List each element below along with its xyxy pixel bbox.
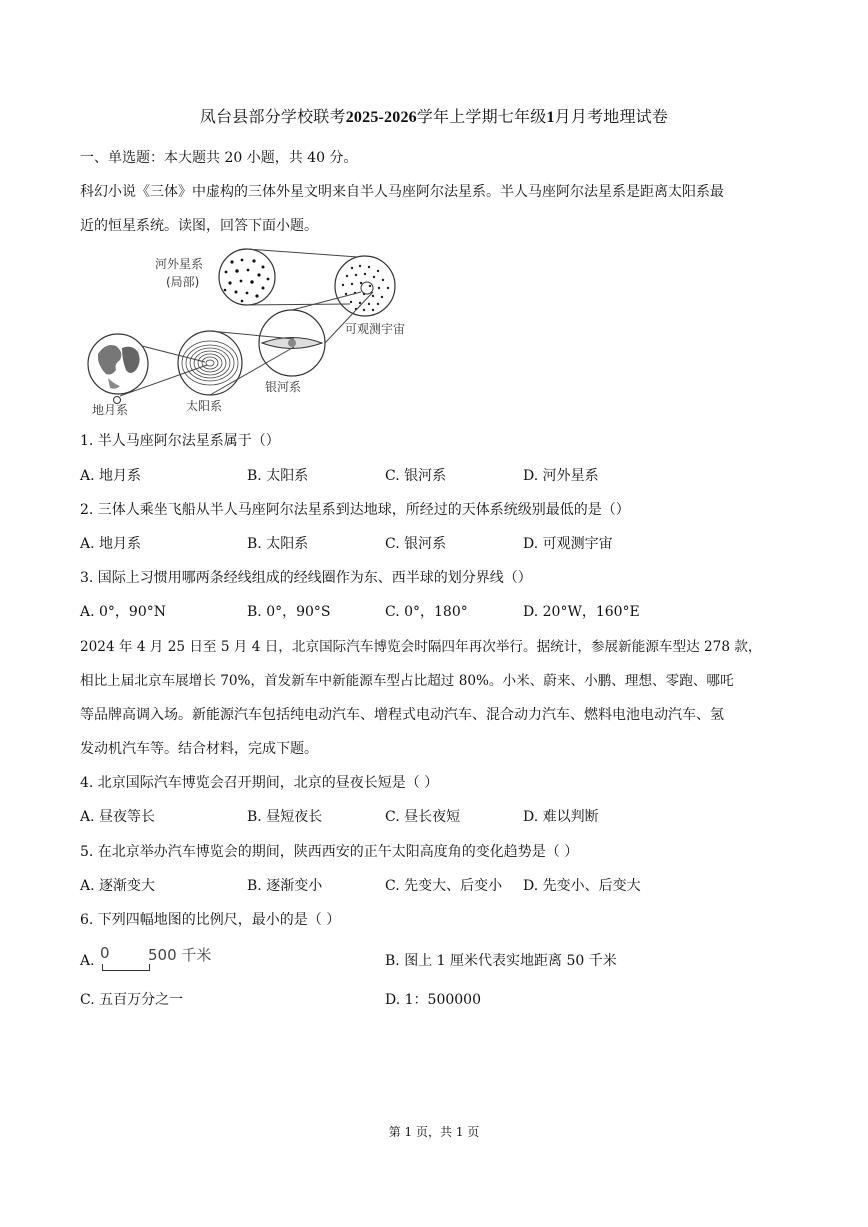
scale-bar-line bbox=[102, 964, 150, 971]
intro2-line1: 2024 年 4 月 25 日至 5 月 4 日，北京国际汽车博览会时隔四年再次举行。据统计，参展新能源车型达 278 款， bbox=[80, 639, 762, 655]
intro1-line2: 近的恒星系统。读图，回答下面小题。 bbox=[80, 218, 318, 234]
observable-universe-circle bbox=[335, 256, 395, 316]
exam-title bbox=[0, 104, 868, 127]
q1-option-a[interactable]: A. 地月系 bbox=[80, 468, 142, 484]
q2-option-a[interactable]: A. 地月系 bbox=[80, 536, 142, 552]
q2-option-b[interactable]: B. 太阳系 bbox=[247, 536, 309, 552]
q5-option-c[interactable]: C. 先变大、后变小 bbox=[385, 878, 503, 894]
earth-globe bbox=[88, 334, 148, 394]
q6-option-a[interactable]: A. bbox=[80, 953, 95, 969]
q5-option-a[interactable]: A. 逐渐变大 bbox=[80, 878, 156, 894]
label-milky-way: 银河系 bbox=[265, 380, 302, 394]
cosmic-hierarchy-figure bbox=[80, 246, 420, 418]
q4-option-b[interactable]: B. 昼短夜长 bbox=[247, 809, 323, 825]
title-part1: 凤台县部分学校联考 bbox=[199, 107, 346, 126]
q4-option-a[interactable]: A. 昼夜等长 bbox=[80, 809, 156, 825]
label-galaxies-sub: (局部) bbox=[166, 275, 200, 289]
q3-option-c[interactable]: C. 0°，180° bbox=[385, 604, 468, 620]
title-year: 2025-2026 bbox=[345, 109, 417, 126]
q3-option-a[interactable]: A. 0°，90°N bbox=[80, 604, 166, 620]
title-part2: 学年上学期七年级 bbox=[416, 107, 547, 126]
q2-option-c[interactable]: C. 银河系 bbox=[385, 536, 447, 552]
label-solar-system: 太阳系 bbox=[186, 399, 223, 413]
q3-option-b[interactable]: B. 0°，90°S bbox=[247, 604, 331, 620]
q1-stem: 1. 半人马座阿尔法星系属于（） bbox=[80, 433, 280, 449]
scale-bar bbox=[98, 944, 228, 976]
q2-stem: 2. 三体人乘坐飞船从半人马座阿尔法星系到达地球，所经过的天体系统级别最低的是（） bbox=[80, 502, 630, 518]
q6-stem: 6. 下列四幅地图的比例尺，最小的是（ ） bbox=[80, 912, 341, 928]
q1-option-b[interactable]: B. 太阳系 bbox=[247, 468, 309, 484]
intro1-line1: 科幻小说《三体》中虚构的三体外星文明来自半人马座阿尔法星系。半人马座阿尔法星系是距离太阳系最 bbox=[80, 184, 724, 200]
intro2-line3: 等品牌高调入场。新能源汽车包括纯电动汽车、增程式电动汽车、混合动力汽车、燃料电池电动汽车、氢 bbox=[80, 707, 724, 723]
title-month: 1 bbox=[546, 109, 555, 126]
q4-stem: 4. 北京国际汽车博览会召开期间，北京的昼夜长短是（ ） bbox=[80, 775, 439, 791]
solar-system-circle bbox=[178, 331, 242, 395]
milky-way-circle bbox=[259, 310, 325, 376]
q2-option-d[interactable]: D. 可观测宇宙 bbox=[523, 536, 613, 552]
q5-stem: 5. 在北京举办汽车博览会的期间，陕西西安的正午太阳高度角的变化趋势是（ ） bbox=[80, 844, 579, 860]
q5-option-d[interactable]: D. 先变小、后变大 bbox=[523, 878, 641, 894]
q4-option-d[interactable]: D. 难以判断 bbox=[523, 809, 599, 825]
q5-option-b[interactable]: B. 逐渐变小 bbox=[247, 878, 323, 894]
scale-bar-zero: 0 bbox=[100, 944, 110, 962]
intro2-line4: 发动机汽车等。结合材料，完成下题。 bbox=[80, 741, 318, 757]
label-earth-moon: 地月系 bbox=[92, 403, 129, 417]
q6-option-b[interactable]: B. 图上 1 厘米代表实地距离 50 千米 bbox=[385, 953, 617, 969]
q1-option-d[interactable]: D. 河外星系 bbox=[523, 468, 599, 484]
page-footer: 第 1 页，共 1 页 bbox=[388, 1125, 480, 1139]
label-galaxies: 河外星系 bbox=[155, 257, 204, 271]
q1-option-c[interactable]: C. 银河系 bbox=[385, 468, 447, 484]
q6-option-c[interactable]: C. 五百万分之一 bbox=[80, 992, 184, 1008]
label-universe: 可观测宇宙 bbox=[345, 322, 406, 336]
scale-bar-value: 500 千米 bbox=[148, 946, 212, 964]
galaxies-circle bbox=[219, 249, 275, 305]
title-part3: 月月考地理试卷 bbox=[554, 107, 669, 126]
q3-option-d[interactable]: D. 20°W，160°E bbox=[523, 604, 640, 620]
section-heading: 一、单选题：本大题共 20 小题，共 40 分。 bbox=[80, 150, 358, 166]
q3-stem: 3. 国际上习惯用哪两条经线组成的经线圈作为东、西半球的划分界线（） bbox=[80, 570, 532, 586]
intro2-line2: 相比上届北京车展增长 70%，首发新车中新能源车型占比超过 80%。小米、蔚来、小鹏、理想、零跑、哪吒 bbox=[80, 673, 734, 689]
q4-option-c[interactable]: C. 昼长夜短 bbox=[385, 809, 461, 825]
q6-option-d[interactable]: D. 1：500000 bbox=[385, 992, 481, 1008]
